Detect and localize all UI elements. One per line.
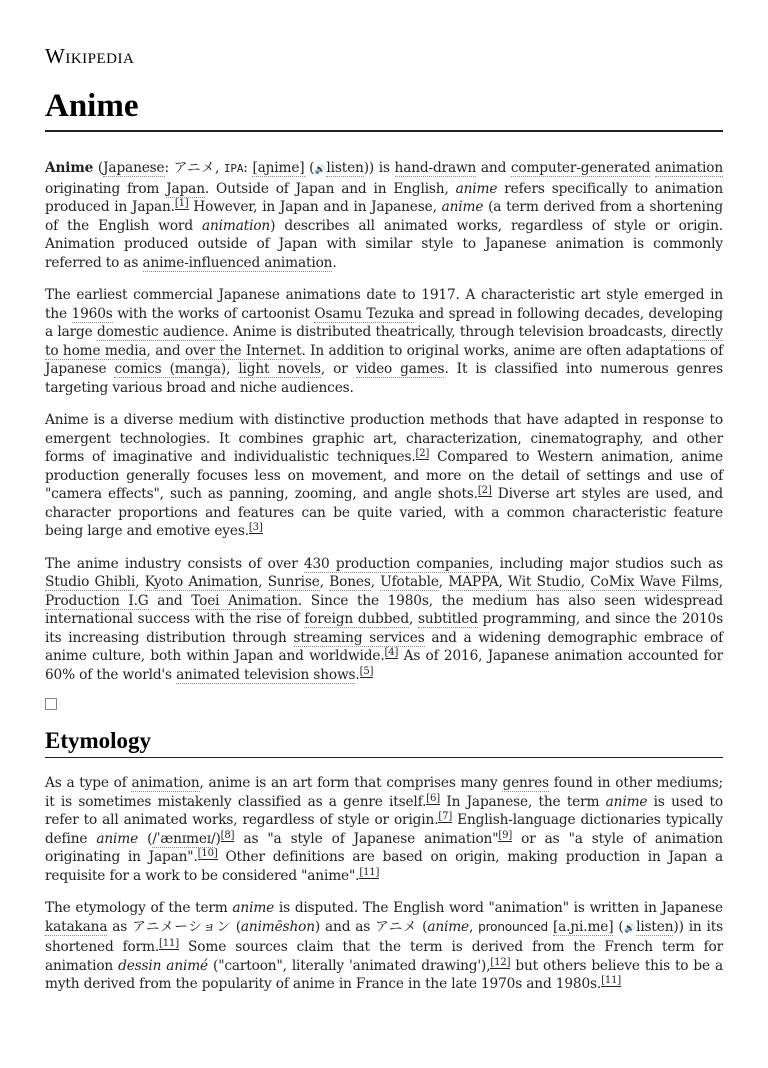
text: : アニメ, xyxy=(164,160,224,176)
text: , xyxy=(226,361,239,377)
text: , xyxy=(438,574,449,590)
text: , xyxy=(580,574,591,590)
ref-11-link[interactable]: [11] xyxy=(159,938,179,949)
ref-4-link[interactable]: [4] xyxy=(384,647,399,658)
text: , xyxy=(408,611,418,627)
text: and xyxy=(148,592,192,609)
text: , or xyxy=(320,361,356,377)
link-subtitled[interactable]: subtitled xyxy=(417,611,478,627)
link-genres[interactable]: genres xyxy=(502,775,549,791)
ref-10-link[interactable]: [10] xyxy=(197,848,218,859)
paragraph-etymology-2 xyxy=(45,899,723,994)
text: or as "a style of animation originating in Japan". xyxy=(45,830,723,865)
text: )) is xyxy=(363,160,395,176)
text: English-language dictionaries typically define xyxy=(45,812,723,847)
link-studio-ghibli[interactable]: Studio Ghibli xyxy=(45,574,136,590)
link-ipa-english[interactable]: /ˈænɪmeɪ/ xyxy=(152,830,216,847)
text: refers specifically to animation produced in Japan. xyxy=(45,180,724,215)
text: , xyxy=(498,574,509,590)
text: , xyxy=(258,574,268,590)
ref-5-link[interactable]: [5] xyxy=(359,665,374,677)
link-animation[interactable]: animation xyxy=(654,160,723,176)
text: as アニメーション ( xyxy=(107,918,241,935)
speaker-icon[interactable]: 🔊 xyxy=(314,165,327,175)
paragraph-medium xyxy=(45,411,723,541)
link-hand-drawn[interactable]: hand-drawn xyxy=(394,160,477,176)
wikipedia-wordmark[interactable] xyxy=(45,44,723,68)
text: . Outside of Japan and in English, xyxy=(204,180,456,197)
link-wit-studio[interactable]: Wit Studio xyxy=(508,574,581,590)
section-heading-etymology: Etymology xyxy=(45,726,723,758)
ref-2-link[interactable]: [2] xyxy=(477,485,492,496)
text: originating from xyxy=(45,180,167,197)
text: . Since the 1980s, the medium has also seen widespread international success with the rise of xyxy=(45,592,723,627)
text: Compared to Western animation, anime production generally focuses less on movement, and more on the detail of settings and use of "camera effects", such as panning, zooming, and angle shots. xyxy=(45,449,723,502)
link-domestic-audience[interactable]: domestic audience xyxy=(96,324,225,340)
text: is used to refer to all animated works, regardless of style or origin. xyxy=(45,793,723,828)
link-bones[interactable]: Bones xyxy=(329,574,371,590)
text: ( xyxy=(138,830,153,847)
article-body xyxy=(45,159,723,994)
ref-11[interactable] xyxy=(601,975,621,987)
wordmark-text: Wikipedia xyxy=(45,44,135,68)
link-ipa-japanese[interactable]: [a.ɲi.me] xyxy=(552,918,614,935)
text: ) describes all animated works, regardless of style or origin. Animation produced outside of Japan with similar style to Japanese animation is commonly referred to as xyxy=(45,217,723,271)
text: , xyxy=(135,574,145,590)
italic-anime: anime xyxy=(96,830,139,847)
text: )) in its shortened form. xyxy=(45,918,723,955)
text: ("cartoon", literally 'animated drawing'), xyxy=(208,957,491,974)
text: , xyxy=(370,574,381,590)
link-video-games[interactable]: video games xyxy=(355,361,445,377)
italic-anime: anime xyxy=(455,180,498,197)
text: ( xyxy=(93,160,104,176)
text: is disputed. The English word "animation" is written in Japanese xyxy=(274,900,723,916)
link-japan[interactable]: Japan xyxy=(166,180,205,197)
ref-12-link[interactable]: [12] xyxy=(490,956,511,968)
text: The earliest commercial Japanese animations date to 1917. A characteristic art style emerged in the xyxy=(45,287,723,322)
text: . xyxy=(332,254,337,271)
ref-10[interactable] xyxy=(198,848,218,860)
link-osamu-tezuka[interactable]: Osamu Tezuka xyxy=(314,305,415,322)
ref-12[interactable] xyxy=(490,957,510,969)
ref-1[interactable] xyxy=(175,198,189,210)
link-manga[interactable]: comics (manga) xyxy=(114,361,227,377)
ref-8-link[interactable]: [8] xyxy=(220,829,235,841)
text: Anime is a diverse medium with distinctive production methods that have adapted in response to emergent technologies. It combines graphic art, characterization, cinematography, and other forms of imaginative and individualistic techniques. xyxy=(45,412,723,465)
link-streaming-services[interactable]: streaming services xyxy=(293,629,425,646)
ref-4[interactable] xyxy=(385,647,399,659)
ref-11[interactable] xyxy=(359,867,379,879)
text: and a widening demographic embrace of anime culture, both within Japan and worldwide. xyxy=(45,629,723,664)
link-home-media[interactable]: directly to home media xyxy=(45,324,723,359)
link-foreign-dubbed[interactable]: foreign dubbed xyxy=(304,611,409,627)
term-anime-bold: Anime xyxy=(45,160,94,176)
link-toei-animation[interactable]: Toei Animation xyxy=(191,592,298,609)
text: The anime industry consists of over xyxy=(45,555,304,572)
link-animation[interactable]: animation xyxy=(131,775,200,791)
text: ( xyxy=(304,160,315,176)
link-computer-generated[interactable]: computer-generated xyxy=(510,160,651,176)
ref-9-link[interactable]: [9] xyxy=(498,829,513,841)
link-japanese[interactable]: Japanese xyxy=(103,160,165,176)
link-production-ig[interactable]: Production I.G xyxy=(45,592,149,609)
text: As of 2016, Japanese animation accounted for 60% of the world's xyxy=(45,648,723,683)
text: but others believe this to be a myth derived from the popularity of anime in France in the late 1970s and 1980s. xyxy=(45,957,723,992)
italic-animation: animation xyxy=(202,217,271,234)
link-sunrise[interactable]: Sunrise xyxy=(267,574,320,590)
italic-anime: anime xyxy=(605,793,648,810)
link-430-production-companies[interactable]: 430 production companies xyxy=(303,555,490,572)
text: with the works of cartoonist xyxy=(112,305,315,322)
paragraph-intro xyxy=(45,159,723,272)
ref-2[interactable] xyxy=(416,448,430,460)
text: as "a style of Japanese animation" xyxy=(234,830,499,847)
ref-11-link[interactable]: [11] xyxy=(359,866,380,878)
link-listen[interactable]: listen xyxy=(326,160,364,176)
ref-11[interactable] xyxy=(159,938,179,950)
text: In Japanese, the term xyxy=(440,793,606,810)
page-title: Anime xyxy=(45,86,723,132)
link-mappa[interactable]: MAPPA xyxy=(448,574,499,590)
link-ufotable[interactable]: Ufotable xyxy=(380,574,439,590)
text: , xyxy=(469,918,479,935)
link-comix-wave-films[interactable]: CoMix Wave Films xyxy=(590,574,719,590)
text: , xyxy=(718,574,723,590)
paragraph-history xyxy=(45,286,723,397)
text: ) xyxy=(215,830,221,847)
link-1960s[interactable]: 1960s xyxy=(71,305,113,322)
ref-7-link[interactable]: [7] xyxy=(438,811,453,822)
italic-anime: anime xyxy=(441,199,484,215)
text: However, in Japan and in Japanese, xyxy=(188,199,442,215)
text: , anime is an art form that comprises many xyxy=(199,775,503,791)
speaker-icon[interactable]: 🔊 xyxy=(623,923,637,934)
text: : xyxy=(243,160,253,176)
pronounced-label: pronounced xyxy=(478,919,549,934)
article-page xyxy=(0,44,768,994)
text: programming, and since the 2010s its increasing distribution through xyxy=(45,611,723,646)
text: , xyxy=(319,574,330,590)
text: , including major studios such as xyxy=(489,555,723,572)
ref-3-link[interactable]: [3] xyxy=(248,522,263,533)
text: ) and as アニメ ( xyxy=(314,918,428,935)
text: . xyxy=(355,666,360,683)
image-placeholder-checkbox[interactable] xyxy=(45,698,57,710)
ref-11-link[interactable]: [11] xyxy=(601,975,622,986)
link-listen[interactable]: listen xyxy=(636,918,674,935)
ref-5[interactable] xyxy=(360,666,374,678)
ipa-label[interactable]: IPA xyxy=(223,162,244,175)
italic-anime: anime xyxy=(427,918,469,935)
text: , and xyxy=(146,342,185,359)
text: The etymology of the term xyxy=(45,900,233,916)
italic-anime: anime xyxy=(232,900,275,916)
text: and spread in following decades, developing a large xyxy=(45,305,724,340)
link-ipa[interactable]: [aɲime] xyxy=(252,160,305,176)
link-katakana[interactable]: katakana xyxy=(45,918,108,935)
text: . It is classified into numerous genres targeting various broad and niche audiences. xyxy=(45,361,723,396)
text: . Anime is distributed theatrically, through television broadcasts, xyxy=(224,324,672,340)
text: found in other mediums; it is sometimes mistakenly classified as a genre itself. xyxy=(45,775,723,810)
text: . In addition to original works, anime are often adaptations of Japanese xyxy=(45,342,724,377)
text: Some sources claim that the term is derived from the French term for animation xyxy=(45,939,723,974)
ref-9[interactable] xyxy=(498,830,512,842)
ref-7[interactable] xyxy=(438,811,452,823)
ref-6[interactable] xyxy=(426,793,440,805)
text: and xyxy=(476,160,511,176)
paragraph-etymology-1 xyxy=(45,774,723,885)
link-kyoto-animation[interactable]: Kyoto Animation xyxy=(144,574,259,590)
text: Diverse art styles are used, and character proportions and features can be quite varied, with a common characteristic feature being large and emotive eyes. xyxy=(45,486,723,539)
link-animated-television-shows[interactable]: animated television shows xyxy=(176,666,356,683)
link-light-novels[interactable]: light novels xyxy=(238,361,321,377)
text: (a term derived from a shortening of the English word xyxy=(45,199,723,234)
ref-2[interactable] xyxy=(478,485,492,497)
ref-1-link[interactable]: [1] xyxy=(174,198,189,209)
ref-6-link[interactable]: [6] xyxy=(426,792,441,804)
paragraph-industry xyxy=(45,555,723,685)
text: As a type of xyxy=(45,775,132,791)
ref-3[interactable] xyxy=(249,522,263,534)
ref-8[interactable] xyxy=(221,830,235,842)
italic-dessin-anime: dessin animé xyxy=(118,957,208,974)
ref-2-link[interactable]: [2] xyxy=(415,448,430,459)
link-over-the-internet[interactable]: over the Internet xyxy=(184,342,302,359)
text: ( xyxy=(613,918,624,935)
link-anime-influenced-animation[interactable]: anime-influenced animation xyxy=(142,254,333,271)
text: Other definitions are based on origin, making production in Japan a requisite for a work to be considered "anime". xyxy=(45,849,724,884)
italic-animeshon: animēshon xyxy=(240,918,315,935)
